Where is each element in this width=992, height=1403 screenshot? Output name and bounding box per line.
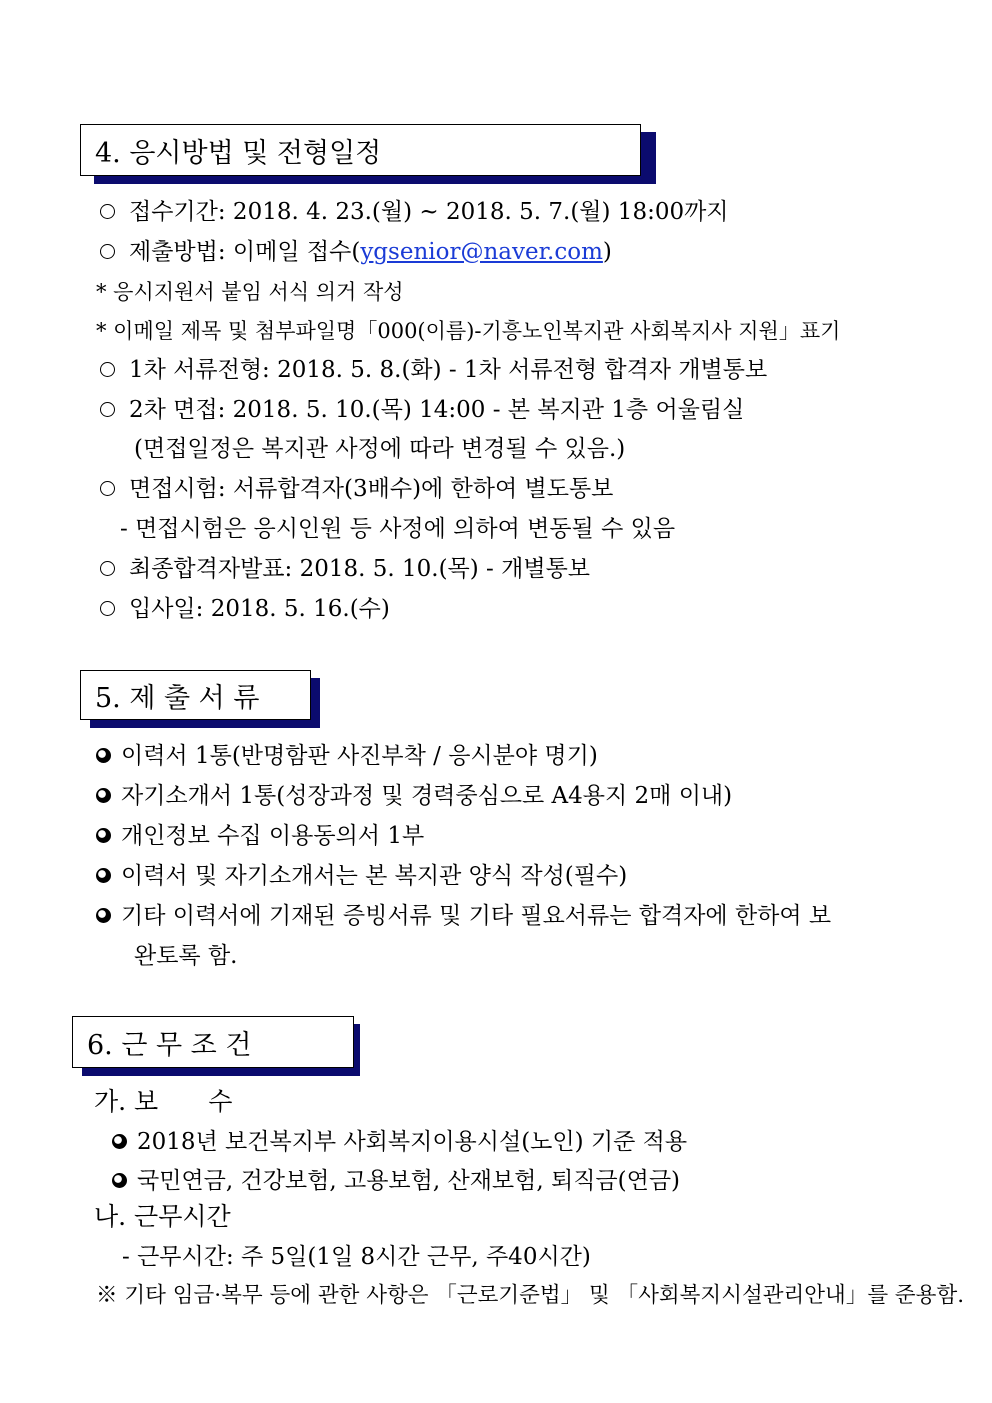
email-link[interactable]: ygsenior@naver.com (360, 239, 603, 265)
list-item: 이력서 1통(반명함판 사진부착 / 응시분야 명기) (96, 741, 598, 771)
shadow-bullet-icon (96, 908, 111, 923)
list-item: 자기소개서 1통(성장과정 및 경력중심으로 A4용지 2매 이내) (96, 781, 732, 811)
list-item: - 근무시간: 주 5일(1일 8시간 근무, 주40시간) (122, 1244, 591, 1270)
list-item-continuation: (면접일정은 복지관 사정에 따라 변경될 수 있음.) (134, 436, 626, 462)
list-item: 2018년 보건복지부 사회복지이용시설(노인) 기준 적용 (112, 1127, 687, 1157)
circle-bullet-icon (100, 481, 115, 496)
shadow-bullet-icon (112, 1134, 127, 1149)
subheading-salary: 가. 보 수 (94, 1087, 233, 1116)
list-item: 1차 서류전형: 2018. 5. 8.(화) - 1차 서류전형 합격자 개별통보 (100, 355, 767, 385)
shadow-bullet-icon (96, 748, 111, 763)
section-5-title: 5. 제 출 서 류 (80, 670, 311, 720)
list-item: 2차 면접: 2018. 5. 10.(목) 14:00 - 본 복지관 1층 어울림실 (100, 395, 744, 425)
circle-bullet-icon (100, 204, 115, 219)
circle-bullet-icon (100, 244, 115, 259)
list-item: 접수기간: 2018. 4. 23.(월) ~ 2018. 5. 7.(월) 18:00까지 (100, 197, 729, 227)
list-item: 입사일: 2018. 5. 16.(수) (100, 594, 390, 624)
list-item: 개인정보 수집 이용동의서 1부 (96, 821, 424, 851)
list-item: 이력서 및 자기소개서는 본 복지관 양식 작성(필수) (96, 861, 627, 891)
subheading-work-hours: 나. 근무시간 (94, 1202, 231, 1231)
list-note: * 응시지원서 붙임 서식 의거 작성 (96, 280, 404, 304)
list-item: 제출방법: 이메일 접수(ygsenior@naver.com) (100, 237, 612, 267)
list-item-continuation: - 면접시험은 응시인원 등 사정에 의하여 변동될 수 있음 (120, 516, 676, 542)
circle-bullet-icon (100, 601, 115, 616)
shadow-bullet-icon (96, 788, 111, 803)
circle-bullet-icon (100, 561, 115, 576)
footnote: ※ 기타 임금·복무 등에 관한 사항은 「근로기준법」 및 「사회복지시설관리안내」를 준용함. (96, 1283, 965, 1308)
list-item: 최종합격자발표: 2018. 5. 10.(목) - 개별통보 (100, 554, 590, 584)
section-4-title: 4. 응시방법 및 전형일정 (80, 124, 641, 176)
section-4-header (80, 124, 656, 184)
shadow-bullet-icon (112, 1173, 127, 1188)
list-item: 면접시험: 서류합격자(3배수)에 한하여 별도통보 (100, 474, 613, 504)
section-5-header (80, 670, 320, 728)
shadow-bullet-icon (96, 828, 111, 843)
list-item: 국민연금, 건강보험, 고용보험, 산재보험, 퇴직금(연금) (112, 1166, 680, 1196)
shadow-bullet-icon (96, 868, 111, 883)
section-6-title: 6. 근 무 조 건 (72, 1016, 354, 1068)
list-note: * 이메일 제목 및 첨부파일명「000(이름)-기흥노인복지관 사회복지사 지원」표기 (96, 319, 841, 343)
circle-bullet-icon (100, 362, 115, 377)
list-item-continuation: 완토록 함. (134, 943, 238, 969)
list-item: 기타 이력서에 기재된 증빙서류 및 기타 필요서류는 합격자에 한하여 보 (96, 901, 831, 931)
circle-bullet-icon (100, 402, 115, 417)
section-6-header (72, 1016, 360, 1076)
